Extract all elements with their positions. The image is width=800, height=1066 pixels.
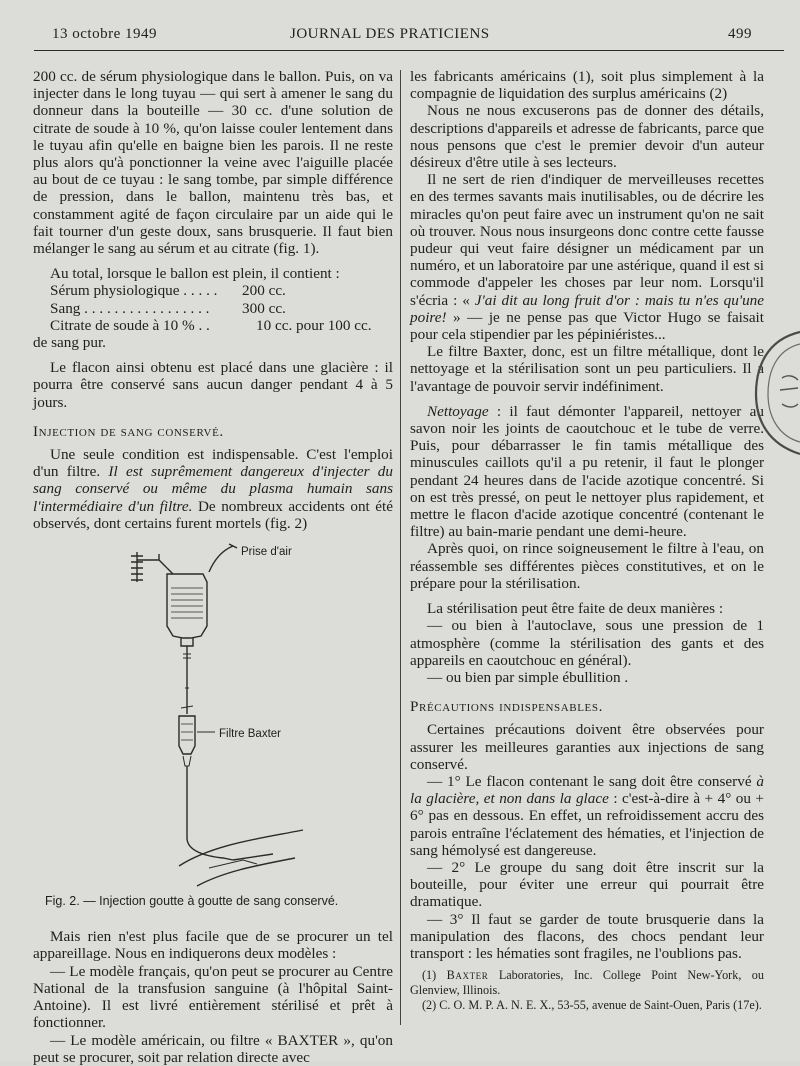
footnote [410,968,764,997]
library-stamp-icon [752,328,800,458]
figure-label-air-intake: Prise d'air [241,546,292,559]
composition-item: Sang . . . . . . . . . . . . . . . . . [50,299,210,317]
footnote-name: Baxter [446,968,489,982]
paragraph: les fabricants américains (1), soit plus simplement à la compagnie de liquidation des surplus américains (2) [410,68,764,103]
running-header [0,26,800,48]
paragraph [410,171,764,343]
figure-label-filter: Filtre Baxter [219,728,281,741]
paragraph: Au total, lorsque le ballon est plein, il contient : [50,265,340,283]
paragraph: Le filtre Baxter, donc, est un filtre métallique, dont le nettoyage et la stérilisation sont un peu particuliers. Il a l'avantage de pouvoir servir indéfiniment. [410,343,764,395]
patient-arm [179,830,303,886]
text-run: » — je ne pense pas que Victor Hugo se faisait pour cela stipendier par les pépiniéristes... [410,308,764,344]
bottle-neck [181,638,193,646]
composition-tail: de sang pur. [33,334,106,352]
paragraph: Le flacon ainsi obtenu est placé dans une glacière : il pourra être conservé sans aucun danger pendant 4 à 5 jours. [33,359,393,411]
composition-value: 300 cc. [242,299,286,317]
composition-item: Citrate de soude à 10 % . . [50,316,210,334]
air-intake-tube [209,546,233,572]
header-journal-title: JOURNAL DES PRATICIENS [290,26,490,42]
header-page-number: 499 [728,26,752,42]
text-run: : il faut démonter l'appareil, nettoyer au savon noir les joints de caoutchouc et le tube de verre. Puis, pour débarrasser le fin tamis métallique des minuscules caillots qu'il a pu retenir, il faut le plonger pendant 24 heures dans de l'acide azotique concentré. Si on est très pressé, on peut le nettoyer plus rapidement, et mettre le flacon d'acide azotique concentré (contenant le filtre) au bain-marie pendant une demi-heure. [410,402,764,541]
paragraph [410,403,764,541]
emphasis-text: Il est suprêmement dangereux d'injecter du sang conservé ou même du plasma humain sans l'intermédiaire d'un filtre. [33,463,393,515]
emphasis-text: à la glacière, et non dans la glace [410,772,764,808]
paragraph: 200 cc. de sérum physiologique dans le ballon. Puis, on va injecter dans le long tuyau — qui sert à amener le sang du donneur dans la bouteille — 30 cc. d'une solution de citrate de soude à 10 %, qu'on laisse couler lentement dans le tuyau afin qu'elle en baigne bien les parois. Il ne reste plus alors qu'à ponctionner la veine avec l'aiguille placée au bout de ce tuyau : le sang tombe, par simple différence de pression, dans le ballon, maintenu très bas, et constamment agité de façon circulaire par un aide qui le fait tourner d'un geste doux, sans brusquerie. Il faut bien mélanger le sang au sérum et au citrate (fig. 1). [33,68,393,258]
footnotes [410,968,764,1014]
paragraph: — 3° Il faut se garder de toute brusquerie dans la manipulation des flacons, des chocs pendant leur transport : les hématies sont fragiles, ne l'oublions pas. [410,910,764,962]
text-run: Il ne sert de rien d'indiquer de merveilleuses recettes en des termes savants mais inutilisables, ou de décrire les miracles qu'on peut faire avec un instrument qu'on ne sait où trouver. Nous nous insurgeons donc contre cette fausse pudeur qui veut faire désigner un médicament par un numéro, et un laboratoire par une astérique, quand il est si commode d'appeler les choses par leur nom. Lorsqu'il s'écria : « [410,171,764,309]
composition-row [33,317,393,334]
paragraph: Certaines précautions doivent être observées pour assurer les meilleures garanties aux injections de sang conservé. [410,721,764,773]
composition-row [33,300,393,317]
column-divider [400,70,401,1025]
quotation-text: J'ai dit au long fruit d'or : mais tu n'es qu'une poire! [410,291,764,326]
paragraph: — Le modèle français, qu'on peut se procurer au Centre National de la transfusion sanguine (à l'hôpital Saint-Antoine). Il est livré entièrement stérilisé et prêt à fonctionner. [33,962,393,1032]
right-column [410,68,764,962]
footnote: (2) C. O. M. P. A. N. E. X., 53-55, avenue de Saint-Ouen, Paris (17e). [422,998,762,1012]
paragraph [33,446,393,532]
emphasis-text: Nettoyage [427,402,489,420]
composition-value: 10 cc. pour 100 cc. [256,316,372,334]
paragraph: — ou bien par simple ébullition . [427,668,629,686]
text-run: — 1° Le flacon contenant le sang doit être conservé [427,772,757,790]
text-run: De nombreux accidents ont été observés, dont certains furent mortels (fig. 2) [33,497,393,532]
section-title: Injection de sang conservé. [33,422,224,440]
figure-caption: Fig. 2. — Injection goutte à goutte de sang conservé. [45,894,339,909]
baxter-filter [179,716,195,754]
paragraph: — ou bien à l'autoclave, sous une pression de 1 atmosphère (comme la stérilisation des gants et des appareils en caoutchouc en général). [410,617,764,669]
left-column [33,68,393,1066]
text-run: : c'est-à-dire à + 4° ou + 6° pas en dessous. En effet, un refroidissement accru des parois entraîne l'éclatement des hématies, et l'injection de sang hémolysé est dangereuse. [410,790,764,859]
composition-list [33,282,393,351]
text-run: Laboratories, Inc. College Point New-York, ou Glenview, Illinois. [410,968,764,997]
figure-transfusion-apparatus [33,538,393,893]
paragraph: — Le modèle américain, ou filtre « BAXTER », qu'on peut se procurer, soit par relation directe avec [33,1031,393,1066]
paragraph [410,773,764,859]
text-run: (1) [422,968,447,982]
composition-item: Sérum physiologique . . . . . [50,282,218,300]
paragraph: — 2° Le groupe du sang doit être inscrit sur la bouteille, pour éviter une erreur qui pourrait être dramatique. [410,858,764,911]
composition-row [33,282,393,299]
paragraph: Mais rien n'est plus facile que de se procurer un tel appareillage. Nous en indiquerons deux modèles : [33,928,393,963]
composition-value: 200 cc. [242,282,286,300]
hanger-wire [167,568,173,574]
apparatus-drawing [33,538,393,893]
paragraph: Nous ne nous excuserons pas de donner des détails, descriptions d'appareils et adresse de fabricants, parce que nous pensons que c'est le premier devoir d'un auteur désireux d'être utile à ses lecteurs. [410,102,764,172]
header-rule [34,50,784,51]
text-run: Une seule condition est indispensable. C'est l'emploi d'un filtre. [33,446,393,481]
paragraph: La stérilisation peut être faite de deux manières : [427,600,724,618]
wall-bracket [131,552,143,582]
header-date: 13 octobre 1949 [52,26,157,42]
section-title: Précautions indispensables. [410,698,603,716]
paragraph: Après quoi, on rince soigneusement le filtre à l'eau, on réassemble ses différentes pièces constitutives, et on le prépare pour la stérilisation. [410,540,764,592]
